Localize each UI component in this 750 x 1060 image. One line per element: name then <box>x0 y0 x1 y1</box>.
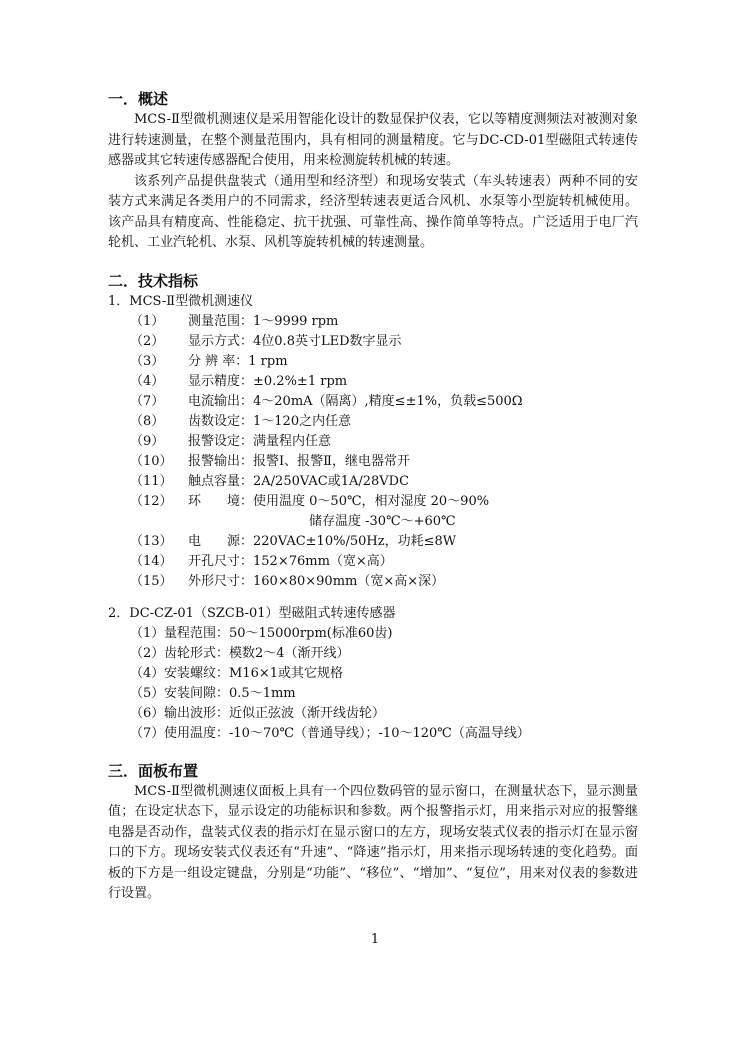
device1-spec-row <box>130 452 638 472</box>
device1-spec-list <box>108 312 638 592</box>
device2-spec-row <box>130 684 638 704</box>
device1-spec-row <box>130 532 638 552</box>
device2-spec-row <box>130 664 638 684</box>
device1-spec-row <box>130 372 638 392</box>
spec-value: 满量程内任意 <box>253 433 332 449</box>
device1-spec-row <box>130 352 638 372</box>
spec-value: 160×80×90mm（宽×高×深） <box>253 573 445 589</box>
document-content <box>108 88 638 905</box>
device1-title: 1．MCS-Ⅱ型微机测速仪 <box>108 293 254 309</box>
spec-value: 1 rpm <box>248 353 288 369</box>
spec-index: （6） <box>130 705 165 721</box>
spec-label: 报警设定： <box>188 433 254 449</box>
spec-value: 4～20mA（隔离）,精度≤±1%，负载≤500Ω <box>253 393 523 409</box>
device2-title: 2．DC-CZ-01（SZCB-01）型磁阻式转速传感器 <box>108 605 396 621</box>
spec-label: 齿轮形式： <box>164 645 230 661</box>
spec-label: 安装间隙： <box>164 685 230 701</box>
device1-spec-row <box>130 312 638 332</box>
spec-index: （13） <box>130 533 173 549</box>
spec-value: 使用温度 0～50℃，相对湿度 20～90% <box>253 493 490 509</box>
spec-index: （11） <box>130 473 173 489</box>
spec-value: 1～120之内任意 <box>253 413 352 429</box>
spec-index: （7） <box>130 393 165 409</box>
overview-paragraph-1: MCS-Ⅱ型微机测速仪是采用智能化设计的数显保护仪表，它以等精度测频法对被测对象进行转速测量，在整个测量范围内，具有相同的测量精度。它与DC-CD-01型磁阻式转速传感器或其它转速传感器配合使用，用来检测旋转机械的转速。 <box>108 112 638 168</box>
device2-spec-row <box>130 644 638 664</box>
device1-spec-row <box>130 332 638 352</box>
device2-spec-row <box>130 704 638 724</box>
spec-value: 模数2～4（渐开线） <box>229 645 350 661</box>
device1-spec-continuation: 储存温度 -30℃～+60℃ <box>309 513 456 529</box>
device1-spec-row <box>130 392 638 412</box>
spec-value: 近似正弦波（渐开线齿轮） <box>229 705 386 721</box>
spec-index: （7） <box>130 725 165 741</box>
device2-spec-row <box>130 624 638 644</box>
device2-spec-row <box>130 724 638 744</box>
spec-index: （2） <box>130 333 165 349</box>
spec-index: （12） <box>130 493 173 509</box>
spec-index: （1） <box>130 313 165 329</box>
section-heading-specs: 二．技术指标 <box>108 271 199 290</box>
device1-spec-row <box>130 412 638 432</box>
spec-value: -10～70℃（普通导线）；-10～120℃（高温导线） <box>229 725 530 741</box>
spec-value: 1～9999 rpm <box>253 313 339 329</box>
device1-spec-row <box>130 432 638 452</box>
spec-label: 电流输出： <box>188 393 254 409</box>
spec-value: 报警Ⅰ、报警Ⅱ，继电器常开 <box>253 453 410 469</box>
spec-label: 环 境： <box>188 493 254 509</box>
overview-paragraph-2: 该系列产品提供盘装式（通用型和经济型）和现场安装式（车头转速表）两种不同的安装方式来满足各类用户的不同需求，经济型转速表更适合风机、水泵等小型旋转机械使用。该产品具有精度高、性能稳定、抗干扰强、可靠性高、操作简单等特点。广泛适用于电厂汽轮机、工业汽轮机、水泵、风机等旋转机械的转速测量。 <box>108 173 638 250</box>
spec-label: 量程范围： <box>164 625 230 641</box>
spec-value: 2A/250VAC或1A/28VDC <box>253 473 410 489</box>
spec-index: （14） <box>130 553 173 569</box>
spec-label: 开孔尺寸： <box>188 553 254 569</box>
spec-label: 报警输出： <box>188 453 254 469</box>
spec-value: ±0.2%±1 rpm <box>253 373 348 389</box>
spec-label: 电 源： <box>188 533 254 549</box>
device1-spec-row <box>130 572 638 592</box>
spec-index: （5） <box>130 685 165 701</box>
spec-label: 测量范围： <box>188 313 254 329</box>
spec-label: 触点容量： <box>188 473 254 489</box>
device2-spec-list <box>108 624 638 744</box>
device1-spec-row <box>130 492 638 512</box>
page-number: 1 <box>370 932 380 947</box>
device1-spec-row <box>130 552 638 572</box>
spec-label: 齿数设定： <box>188 413 254 429</box>
spec-index: （2） <box>130 645 165 661</box>
section-heading-panel: 三．面板布置 <box>108 761 199 780</box>
spec-value: 4位0.8英寸LED数字显示 <box>253 333 402 349</box>
spec-index: （4） <box>130 373 165 389</box>
panel-paragraph: MCS-Ⅱ型微机测速仪面板上具有一个四位数码管的显示窗口，在测量状态下，显示测量值；在设定状态下，显示设定的功能标识和参数。两个报警指示灯，用来指示对应的报警继电器是否动作，盘装式仪表的指示灯在显示窗口的左方，现场安装式仪表的指示灯在显示窗口的下方。现场安装式仪表还有“升速”、“降速”指示灯，用来指示现场转速的变化趋势。面板的下方是一组设定键盘，分别是“功能”、“移位”、“增加”、“复位”，用来对仪表的参数进行设置。 <box>108 783 638 901</box>
spec-label: 显示方式： <box>188 333 254 349</box>
device1-spec-row <box>130 472 638 492</box>
spec-label: 显示精度： <box>188 373 254 389</box>
spec-label: 安装螺纹： <box>164 665 230 681</box>
spec-label: 输出波形： <box>164 705 230 721</box>
spec-index: （9） <box>130 433 165 449</box>
spec-value: 220VAC±10%/50Hz，功耗≤8W <box>253 533 457 549</box>
spec-index: （1） <box>130 625 165 641</box>
spec-value: M16×1或其它规格 <box>229 665 344 681</box>
spec-label: 分 辨 率： <box>188 353 249 369</box>
spec-index: （4） <box>130 665 165 681</box>
spec-value: 0.5～1mm <box>229 685 296 701</box>
spec-label: 外形尺寸： <box>188 573 254 589</box>
spec-index: （8） <box>130 413 165 429</box>
spec-label: 使用温度： <box>164 725 230 741</box>
section-heading-overview: 一．概述 <box>108 90 169 108</box>
spec-index: （10） <box>130 453 173 469</box>
spec-value: 50～15000rpm(标准60齿) <box>229 625 393 641</box>
spec-index: （15） <box>130 573 173 589</box>
spec-index: （3） <box>130 353 165 369</box>
spec-value: 152×76mm（宽×高） <box>253 553 393 569</box>
